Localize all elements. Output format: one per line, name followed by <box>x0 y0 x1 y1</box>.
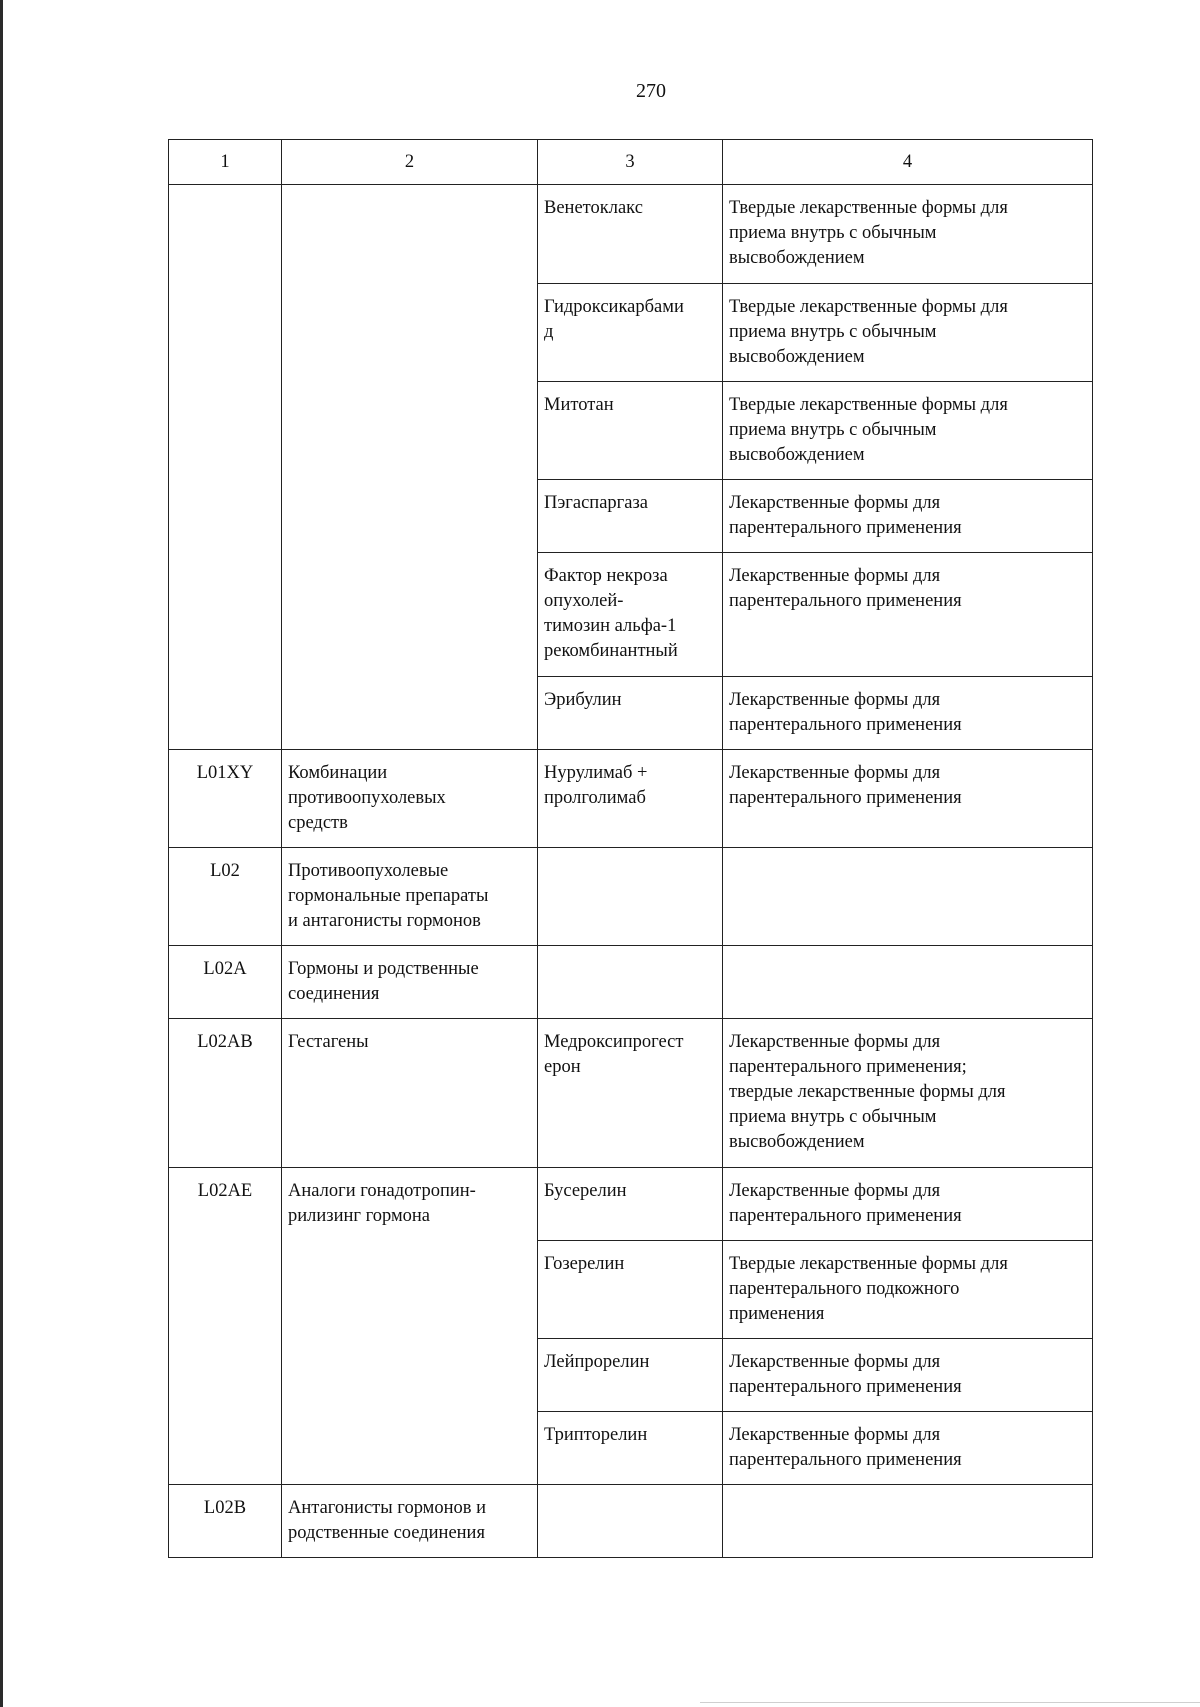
form-text: Лекарственные формы для парентерального применения <box>729 566 962 611</box>
code-text: L02A <box>203 959 247 979</box>
group-text: Антагонисты гормонов и родственные соединения <box>288 1498 487 1543</box>
form-cell <box>723 1412 1093 1485</box>
code-text: L02 <box>210 861 240 881</box>
form-text: Лекарственные формы для парентерального применения <box>729 1352 962 1397</box>
code-cell <box>169 750 282 848</box>
substance-text: Эрибулин <box>544 690 622 710</box>
table-row <box>169 750 1093 848</box>
form-cell <box>723 1485 1093 1558</box>
table-row <box>169 848 1093 946</box>
substance-cell <box>538 1168 723 1241</box>
group-cell <box>282 750 538 848</box>
form-cell <box>723 284 1093 382</box>
group-cell <box>282 848 538 946</box>
form-cell <box>723 382 1093 480</box>
code-cell <box>169 946 282 1019</box>
substance-text: Лейпрорелин <box>544 1352 650 1372</box>
substance-text: Митотан <box>544 395 614 415</box>
table-header-row <box>169 140 1093 185</box>
substance-cell <box>538 1412 723 1485</box>
table-row <box>169 185 1093 284</box>
drug-table <box>168 139 1093 1558</box>
substance-text: Фактор некроза опухолей- тимозин альфа-1 рекомбинантный <box>544 566 678 661</box>
code-cell <box>169 1485 282 1558</box>
form-text: Твердые лекарственные формы для приема внутрь с обычным высвобождением <box>729 297 1008 367</box>
group-cell <box>282 1168 538 1485</box>
form-text: Лекарственные формы для парентерального применения <box>729 763 962 808</box>
form-text: Твердые лекарственные формы для приема внутрь с обычным высвобождением <box>729 395 1008 465</box>
scan-bottom-line <box>700 1702 1200 1703</box>
substance-text: Гидроксикарбами д <box>544 297 684 342</box>
form-text: Твердые лекарственные формы для парентерального подкожного применения <box>729 1254 1008 1324</box>
form-cell <box>723 1019 1093 1168</box>
code-text: L02AB <box>197 1032 253 1052</box>
substance-cell <box>538 1241 723 1339</box>
code-text: L02AE <box>197 1181 253 1201</box>
column-header-1: 1 <box>169 140 282 185</box>
substance-cell <box>538 848 723 946</box>
code-cell <box>169 1168 282 1485</box>
table-row <box>169 1168 1093 1241</box>
substance-cell <box>538 1339 723 1412</box>
form-cell <box>723 185 1093 284</box>
form-text: Твердые лекарственные формы для приема внутрь с обычным высвобождением <box>729 198 1008 268</box>
substance-cell <box>538 480 723 553</box>
code-text: L01XY <box>196 763 254 783</box>
substance-text: Бусерелин <box>544 1181 627 1201</box>
group-text: Гестагены <box>288 1032 369 1052</box>
form-cell <box>723 750 1093 848</box>
form-text: Лекарственные формы для парентерального применения <box>729 1181 962 1226</box>
form-text: Лекарственные формы для парентерального применения <box>729 493 962 538</box>
form-cell <box>723 848 1093 946</box>
substance-text: Трипторелин <box>544 1425 648 1445</box>
form-cell <box>723 677 1093 750</box>
group-cell <box>282 1485 538 1558</box>
form-cell <box>723 553 1093 677</box>
substance-cell <box>538 185 723 284</box>
code-text: L02B <box>203 1498 247 1518</box>
form-cell <box>723 946 1093 1019</box>
code-cell <box>169 848 282 946</box>
substance-cell <box>538 750 723 848</box>
column-header-3: 3 <box>538 140 723 185</box>
group-text: Противоопухолевые гормональные препараты и антагонисты гормонов <box>288 861 489 931</box>
scan-left-edge <box>0 0 3 1707</box>
page-number: 270 <box>636 80 666 102</box>
form-text: Лекарственные формы для парентерального применения <box>729 690 962 735</box>
group-text: Аналоги гонадотропин- рилизинг гормона <box>288 1181 476 1226</box>
substance-text: Нурулимаб + пролголимаб <box>544 763 648 808</box>
form-text: Лекарственные формы для парентерального применения; твердые лекарственные формы для приема внутрь с обычным высвобождением <box>729 1032 1006 1152</box>
table-row <box>169 1485 1093 1558</box>
substance-cell <box>538 677 723 750</box>
substance-cell <box>538 1485 723 1558</box>
substance-cell <box>538 284 723 382</box>
substance-cell <box>538 553 723 677</box>
form-text: Лекарственные формы для парентерального применения <box>729 1425 962 1470</box>
form-cell <box>723 1339 1093 1412</box>
group-cell <box>282 185 538 750</box>
substance-cell <box>538 382 723 480</box>
substance-text: Медроксипрогест ерон <box>544 1032 684 1077</box>
group-cell <box>282 946 538 1019</box>
table-row <box>169 1019 1093 1168</box>
group-text: Комбинации противоопухолевых средств <box>288 763 446 833</box>
group-text: Гормоны и родственные соединения <box>288 959 479 1004</box>
group-cell <box>282 1019 538 1168</box>
substance-text: Пэгаспаргаза <box>544 493 648 513</box>
code-cell <box>169 185 282 750</box>
column-header-2: 2 <box>282 140 538 185</box>
code-cell <box>169 1019 282 1168</box>
substance-text: Венетоклакс <box>544 198 643 218</box>
column-header-4: 4 <box>723 140 1093 185</box>
form-cell <box>723 1168 1093 1241</box>
substance-cell <box>538 1019 723 1168</box>
substance-cell <box>538 946 723 1019</box>
form-cell <box>723 1241 1093 1339</box>
table-row <box>169 946 1093 1019</box>
form-cell <box>723 480 1093 553</box>
substance-text: Гозерелин <box>544 1254 625 1274</box>
